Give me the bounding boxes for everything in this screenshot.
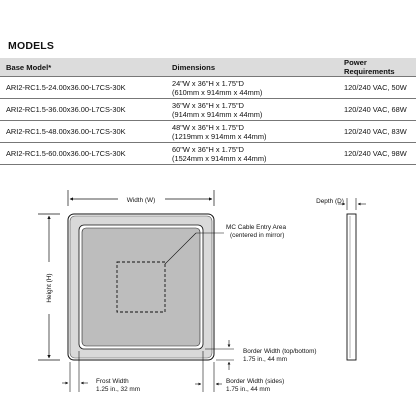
power-cell: 120/240 VAC, 68W [338,99,416,121]
dimensions-metric: (610mm x 914mm x 44mm) [172,87,263,97]
model-cell: ARI2-RC1.5-36.00x36.00-L7CS-30K [0,99,166,121]
header-base-model: Base Model* [0,58,166,77]
border-tb-value: 1.75 in., 44 mm [243,356,288,363]
dimensions-imperial: 60"W x 36"H x 1.75"D [172,144,244,154]
power-cell: 120/240 VAC, 98W [338,143,416,165]
header-dimensions: Dimensions [166,58,338,77]
models-title: MODELS [8,40,55,52]
dimensions-imperial: 48"W x 36"H x 1.75"D [172,122,244,132]
height-label: Height (H) [46,273,53,303]
depth-label: Depth (D) [316,198,344,205]
width-label: Width (W) [126,197,156,204]
border-sides-label: Border Width (sides) [226,378,285,385]
dimensions-imperial: 36"W x 36"H x 1.75"D [172,100,244,110]
power-cell: 120/240 VAC, 83W [338,121,416,143]
dimensions-metric: (1524mm x 914mm x 44mm) [172,153,267,163]
dimensions-metric: (914mm x 914mm x 44mm) [172,109,263,119]
power-cell: 120/240 VAC, 50W [338,77,416,99]
model-cell: ARI2-RC1.5-48.00x36.00-L7CS-30K [0,121,166,143]
model-cell: ARI2-RC1.5-60.00x36.00-L7CS-30K [0,143,166,165]
cable-entry-label: MC Cable Entry Area [226,224,287,231]
dimensions-metric: (1219mm x 914mm x 44mm) [172,131,267,141]
frost-width-value: 1.25 in., 32 mm [96,386,141,393]
dimensions-imperial: 24"W x 36"H x 1.75"D [172,78,244,88]
mirror-side-view [347,214,356,360]
border-sides-value: 1.75 in., 44 mm [226,386,271,393]
frost-width-label: Frost Width [96,378,129,385]
border-tb-label: Border Width (top/bottom) [243,348,317,355]
header-power: Power Requirements [338,58,416,77]
mirror-glass [82,228,200,346]
model-cell: ARI2-RC1.5-24.00x36.00-L7CS-30K [0,77,166,99]
cable-entry-sublabel: (centered in mirror) [230,232,285,239]
